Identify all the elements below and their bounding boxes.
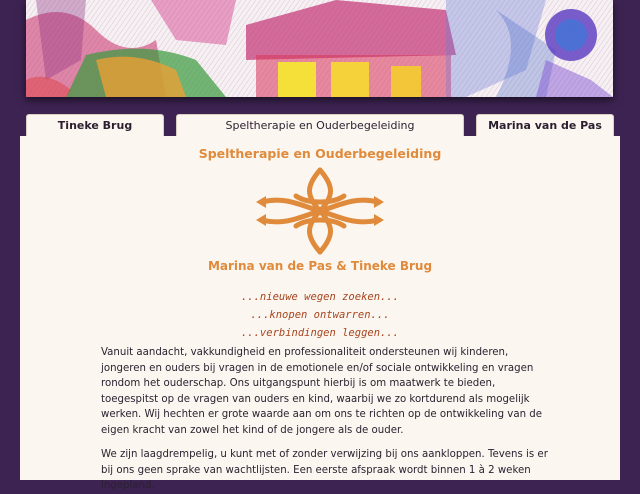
logo-title: Speltherapie en Ouderbegeleiding (198, 146, 442, 161)
tagline-1: ...nieuwe wegen zoeken... (240, 291, 400, 303)
accessibility-paragraph: We zijn laagdrempelig, u kunt met of zonder verwijzing bij ons aankloppen. Tevens is er bij ons geen sprake van wachtlijsten. Een eerste afspraak wordt binnen 1 à 2 weken ingepland. (101, 449, 548, 491)
intro-paragraph: Vanuit aandacht, vakkundigheid en professionaliteit ondersteunen wij kinderen, jongeren en ouders bij vragen in de emotionele en/of sociale ontwikkeling en vragen rondom het ouderschap. Ons uitgangspunt hierbij is om maatwerk te bieden, toegespitst op de vragen van ouders en kind, waarbij we zo kortdurend als mogelijk werken. Wij hechten er grote waarde aan om ons te richten op de ontwikkeling van de eigen kracht van zowel het kind of de jongere als de ouder. (101, 347, 543, 436)
tab-tineke-brug[interactable]: Tineke Brug (26, 114, 164, 136)
tab-speltherapie[interactable]: Speltherapie en Ouderbegeleiding (176, 114, 464, 136)
knot-icon (256, 166, 384, 256)
header-banner-drawing (26, 0, 613, 97)
tagline-2: ...knopen ontwarren... (250, 309, 390, 321)
main-content (20, 136, 620, 491)
logo-names: Marina van de Pas & Tineke Brug (207, 259, 433, 273)
tab-marina-van-de-pas[interactable]: Marina van de Pas (476, 114, 614, 136)
tagline-3: ...verbindingen leggen... (240, 327, 400, 339)
